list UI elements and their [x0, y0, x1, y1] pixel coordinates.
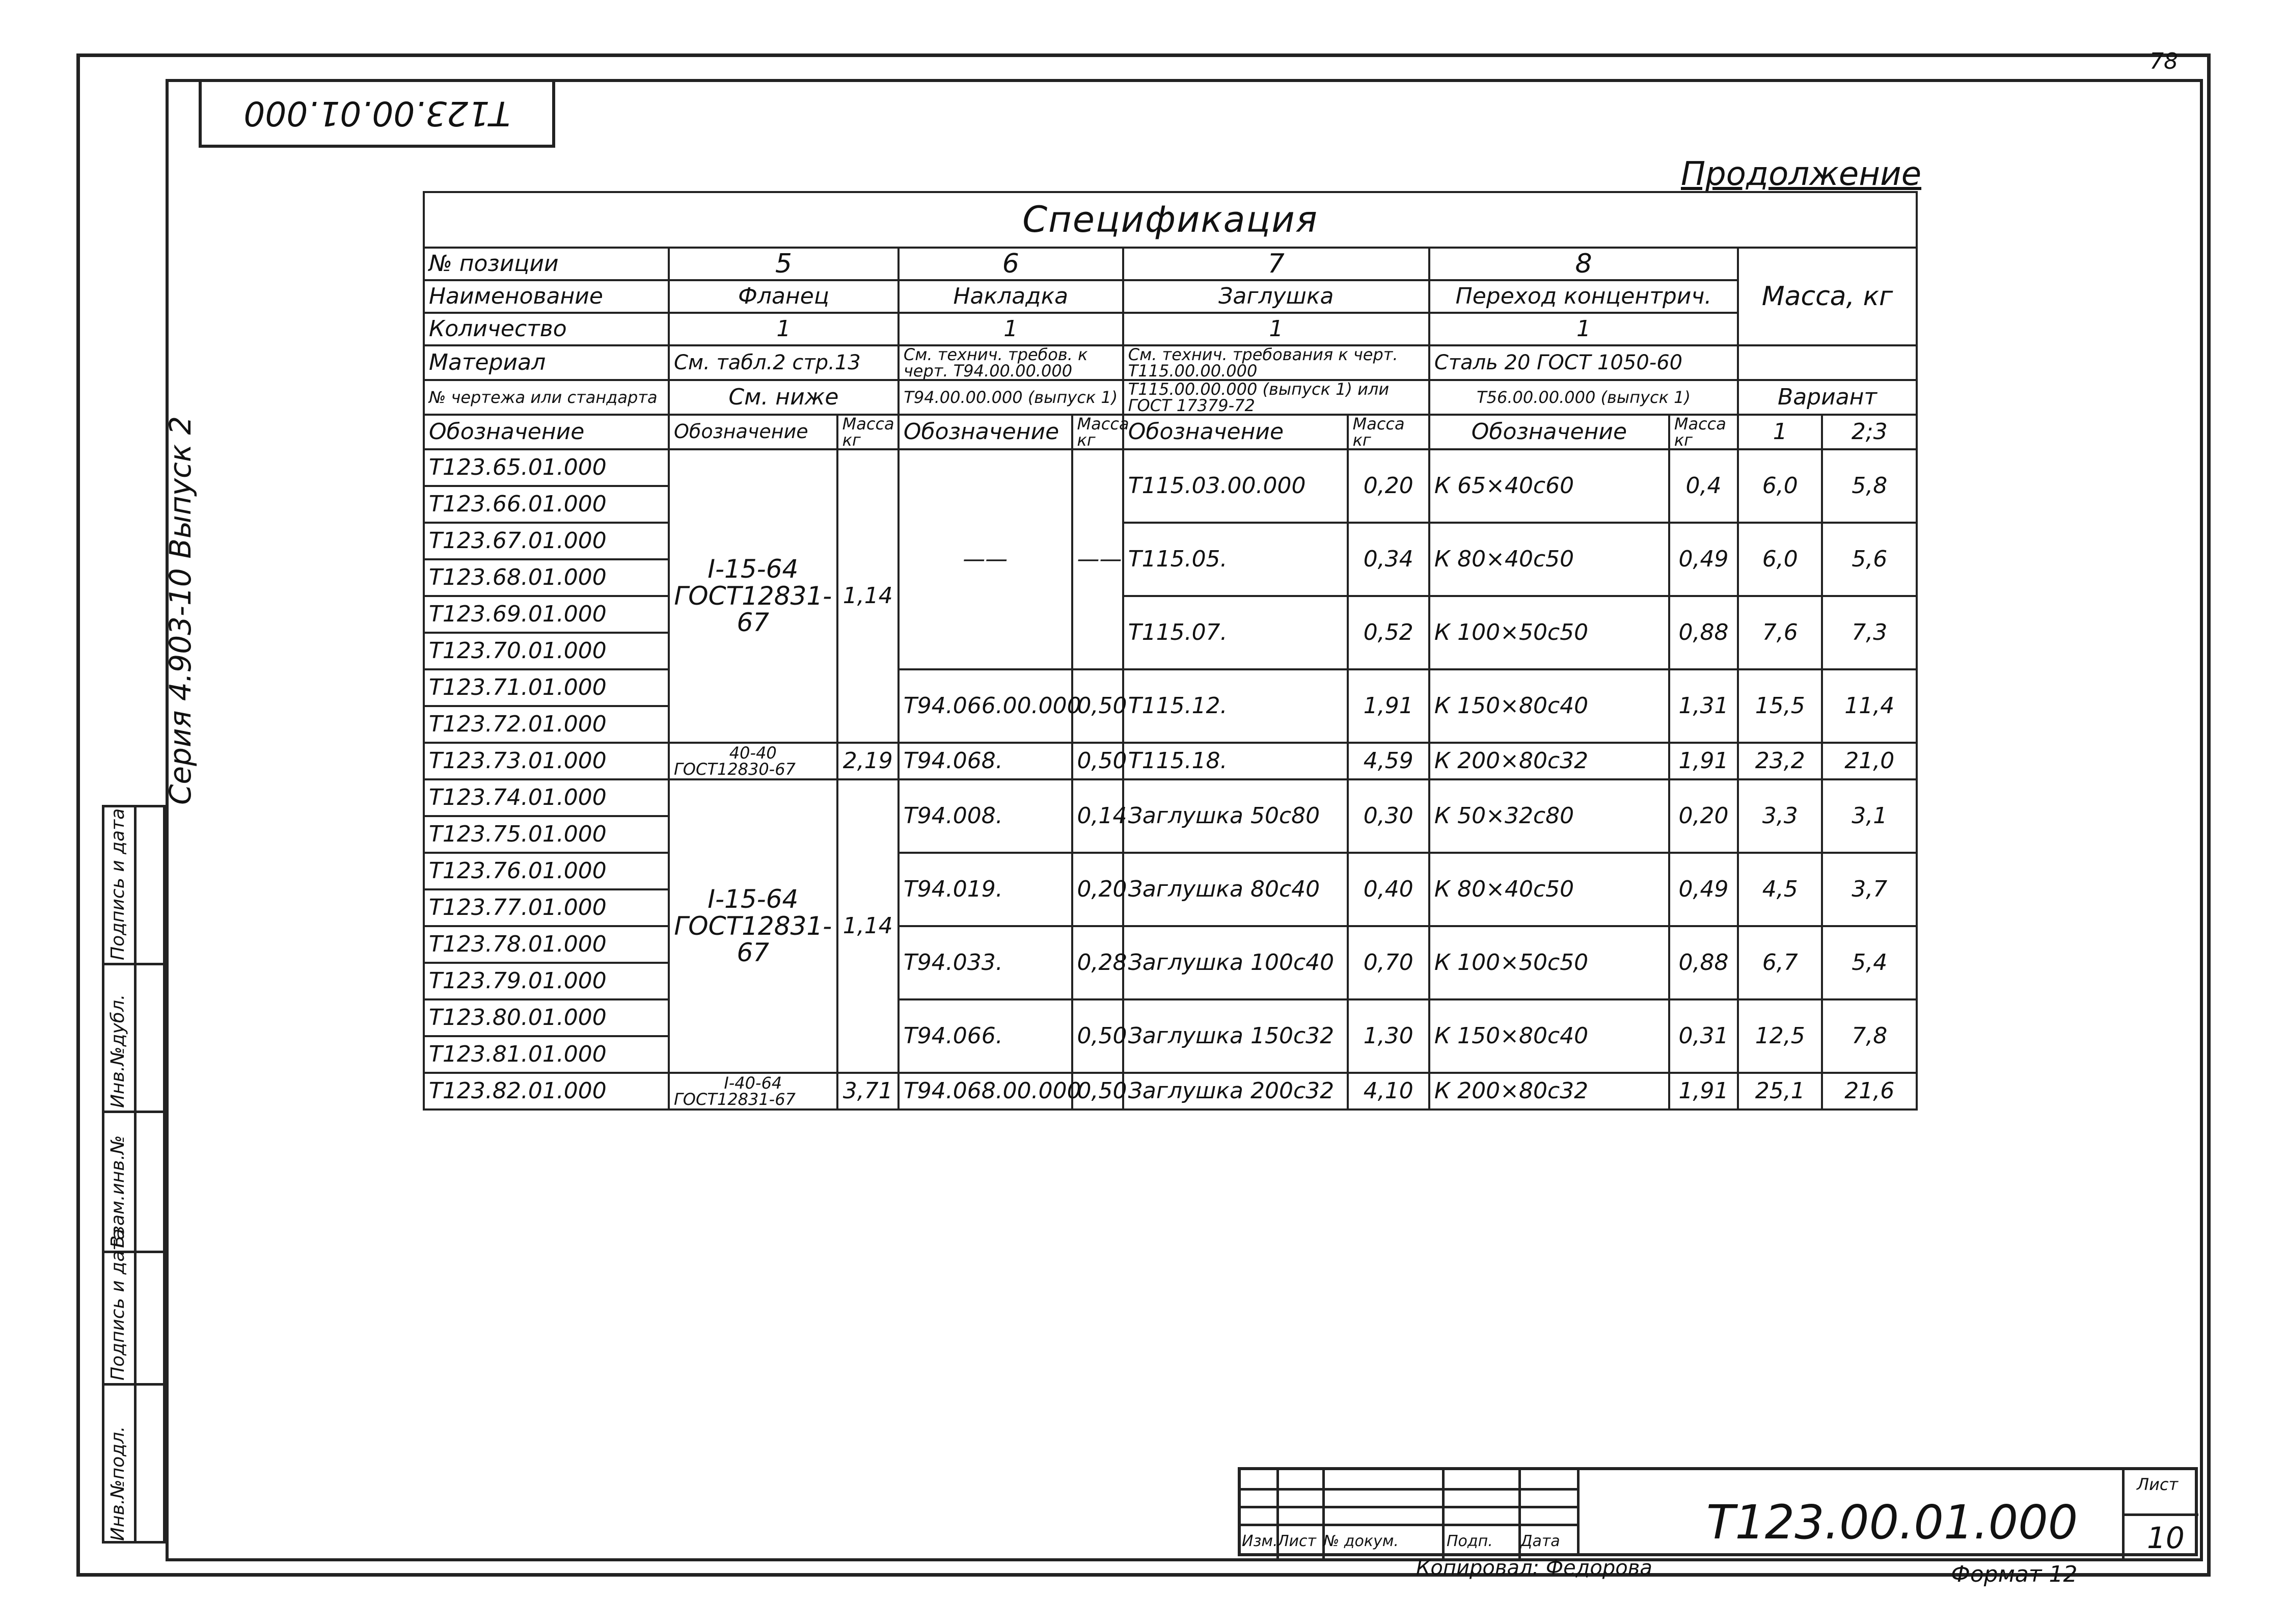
plate-dash: —— — [899, 449, 1072, 669]
drw-6: Т94.00.00.000 (выпуск 1) — [899, 380, 1123, 415]
flange-2-mass: 2,19 — [837, 743, 899, 779]
signature-strip — [102, 805, 166, 1544]
label-designation: Обозначение — [424, 415, 669, 449]
mass-v23: 21,0 — [1822, 743, 1917, 779]
drw-7: Т115.00.00.000 (выпуск 1) или ГОСТ 17379-72 — [1123, 380, 1429, 415]
row-designation: Т123.71.01.000 — [424, 669, 669, 706]
side-label-sign-date: Подпись и дата — [107, 808, 128, 960]
plug-mass: 4,59 — [1348, 743, 1429, 779]
reducer-des: К 150×80с40 — [1429, 999, 1669, 1073]
row-designation: Т123.75.01.000 — [424, 816, 669, 853]
col-date: Дата — [1520, 1532, 1560, 1550]
sub-mass-6: Масса кг — [1072, 415, 1123, 449]
sub-mass-7: Масса кг — [1348, 415, 1429, 449]
plug-des: Заглушка 80с40 — [1123, 853, 1348, 926]
plug-des: Заглушка 200с32 — [1123, 1073, 1348, 1109]
spec-title: Спецификация — [424, 192, 1917, 248]
sheet-label: Лист — [2137, 1475, 2179, 1494]
plate-mass: 0,50 — [1072, 743, 1123, 779]
row-designation: Т123.82.01.000 — [424, 1073, 669, 1109]
specification-table — [423, 191, 1918, 1111]
side-label-sign-date-2: Подпись и дата — [107, 1228, 128, 1381]
plate-mass: 0,28 — [1072, 926, 1123, 999]
name-plate: Накладка — [899, 280, 1123, 313]
qty-7: 1 — [1123, 313, 1429, 345]
name-plug: Заглушка — [1123, 280, 1429, 313]
mass-v1: 23,2 — [1738, 743, 1822, 779]
reducer-mass: 0,4 — [1669, 449, 1738, 523]
pos-7: 7 — [1123, 248, 1429, 280]
reducer-des: К 80×40с50 — [1429, 523, 1669, 596]
reducer-mass: 0,49 — [1669, 523, 1738, 596]
mass-v1: 6,7 — [1738, 926, 1822, 999]
plate-mass: 0,50 — [1072, 669, 1123, 743]
drw-5: См. ниже — [669, 380, 899, 415]
row-designation: Т123.78.01.000 — [424, 926, 669, 963]
col-rev: Изм. — [1242, 1532, 1278, 1550]
qty-5: 1 — [669, 313, 899, 345]
pos-5: 5 — [669, 248, 899, 280]
mass-v23: 5,8 — [1822, 449, 1917, 523]
reducer-des: К 200×80с32 — [1429, 743, 1669, 779]
reducer-mass: 0,88 — [1669, 926, 1738, 999]
plate-mass: 0,20 — [1072, 853, 1123, 926]
row-designation: Т123.66.01.000 — [424, 486, 669, 523]
name-flange: Фланец — [669, 280, 899, 313]
reducer-mass: 1,91 — [1669, 1073, 1738, 1109]
name-reducer: Переход концентрич. — [1429, 280, 1738, 313]
variant-23: 2;3 — [1822, 415, 1917, 449]
plate-des: Т94.066.00.000 — [899, 669, 1072, 743]
mass-v1: 12,5 — [1738, 999, 1822, 1073]
row-designation: Т123.80.01.000 — [424, 999, 669, 1036]
mat-6: См. технич. требов. к черт. Т94.00.00.000 — [899, 345, 1123, 380]
plate-des: Т94.066. — [899, 999, 1072, 1073]
mat-5: См. табл.2 стр.13 — [669, 345, 899, 380]
mat-7: См. технич. требования к черт. Т115.00.00.000 — [1123, 345, 1429, 380]
row-designation: Т123.81.01.000 — [424, 1036, 669, 1073]
col-docnum: № докум. — [1323, 1532, 1399, 1550]
sub-des-8: Обозначение — [1429, 415, 1669, 449]
flange-group-4 — [669, 1073, 837, 1109]
plate-des: Т94.068.00.000 — [899, 1073, 1072, 1109]
plate-des: Т94.068. — [899, 743, 1072, 779]
mass-v23: 5,4 — [1822, 926, 1917, 999]
flange-1-std: ГОСТ12831-67 — [674, 581, 832, 638]
mass-v23: 21,6 — [1822, 1073, 1917, 1109]
row-designation: Т123.65.01.000 — [424, 449, 669, 486]
sheet-number: 10 — [2147, 1521, 2185, 1555]
qty-6: 1 — [899, 313, 1123, 345]
drw-8: Т56.00.00.000 (выпуск 1) — [1429, 380, 1738, 415]
label-drawing: № чертежа или стандарта — [424, 380, 669, 415]
label-position: № позиции — [424, 248, 669, 280]
reducer-mass: 1,31 — [1669, 669, 1738, 743]
plug-mass: 4,10 — [1348, 1073, 1429, 1109]
col-sheet: Лист — [1277, 1532, 1317, 1550]
plate-mass: 0,50 — [1072, 999, 1123, 1073]
mass-v1: 4,5 — [1738, 853, 1822, 926]
plug-des: Т115.03.00.000 — [1123, 449, 1348, 523]
label-variant: Вариант — [1738, 380, 1917, 415]
pos-8: 8 — [1429, 248, 1738, 280]
label-name: Наименование — [424, 280, 669, 313]
label-material: Материал — [424, 345, 669, 380]
row-designation: Т123.72.01.000 — [424, 706, 669, 743]
flange-1-mass: 1,14 — [837, 449, 899, 743]
sub-des-7: Обозначение — [1123, 415, 1348, 449]
label-mass: Масса, кг — [1738, 248, 1917, 345]
flange-3-mass: 1,14 — [837, 779, 899, 1073]
plate-dash-mass: —— — [1072, 449, 1123, 669]
plate-des: Т94.008. — [899, 779, 1072, 853]
plug-des: Заглушка 150с32 — [1123, 999, 1348, 1073]
sub-mass-8: Масса кг — [1669, 415, 1738, 449]
reducer-mass: 0,88 — [1669, 596, 1738, 669]
flange-4-des: I-40-64 — [724, 1073, 782, 1093]
mass-v23: 5,6 — [1822, 523, 1917, 596]
flange-3-std: ГОСТ12831-67 — [674, 911, 832, 968]
plug-des: Т115.12. — [1123, 669, 1348, 743]
plate-mass: 0,50 — [1072, 1073, 1123, 1109]
plug-des: Заглушка 100с40 — [1123, 926, 1348, 999]
label-quantity: Количество — [424, 313, 669, 345]
row-designation: Т123.67.01.000 — [424, 523, 669, 559]
reducer-des: К 200×80с32 — [1429, 1073, 1669, 1109]
qty-8: 1 — [1429, 313, 1738, 345]
flange-2-std: ГОСТ12830-67 — [673, 760, 796, 779]
plug-mass: 0,20 — [1348, 449, 1429, 523]
row-designation: Т123.69.01.000 — [424, 596, 669, 633]
plate-des: Т94.033. — [899, 926, 1072, 999]
continuation-label: Продолжение — [1681, 155, 1922, 193]
reducer-des: К 80×40с50 — [1429, 853, 1669, 926]
flange-4-mass: 3,71 — [837, 1073, 899, 1109]
sub-mass-5: Масса кг — [837, 415, 899, 449]
series-label: Серия 4.903-10 Выпуск 2 — [163, 416, 198, 805]
plug-mass: 1,91 — [1348, 669, 1429, 743]
mass-v23: 11,4 — [1822, 669, 1917, 743]
reducer-des: К 100×50с50 — [1429, 596, 1669, 669]
mass-v1: 6,0 — [1738, 449, 1822, 523]
rotated-stamp: T123.00.01.000 — [199, 79, 555, 148]
flange-group-3 — [669, 779, 837, 1073]
row-designation: Т123.79.01.000 — [424, 963, 669, 999]
plate-mass: 0,14 — [1072, 779, 1123, 853]
flange-4-std: ГОСТ12831-67 — [673, 1090, 796, 1109]
plug-des: Т115.05. — [1123, 523, 1348, 596]
mass-v1: 3,3 — [1738, 779, 1822, 853]
plug-des: Т115.07. — [1123, 596, 1348, 669]
mass-v1: 7,6 — [1738, 596, 1822, 669]
mass-v23: 3,1 — [1822, 779, 1917, 853]
plug-des: Т115.18. — [1123, 743, 1348, 779]
mass-v23: 3,7 — [1822, 853, 1917, 926]
flange-group-2 — [669, 743, 837, 779]
page-corner-number: 78 — [2149, 48, 2178, 74]
row-designation: Т123.73.01.000 — [424, 743, 669, 779]
mass-v1: 25,1 — [1738, 1073, 1822, 1109]
flange-1-des: I-15-64 — [707, 554, 799, 584]
mat-8: Сталь 20 ГОСТ 1050-60 — [1429, 345, 1738, 380]
row-designation: Т123.77.01.000 — [424, 889, 669, 926]
plug-mass: 0,34 — [1348, 523, 1429, 596]
reducer-des: К 65×40с60 — [1429, 449, 1669, 523]
row-designation: Т123.76.01.000 — [424, 853, 669, 889]
mass-v1: 6,0 — [1738, 523, 1822, 596]
reducer-mass: 0,31 — [1669, 999, 1738, 1073]
copied-by: Копировал: Федорова — [1416, 1556, 1652, 1580]
row-designation: Т123.68.01.000 — [424, 559, 669, 596]
mass-v1: 15,5 — [1738, 669, 1822, 743]
format-label: Формат 12 — [1951, 1561, 2078, 1587]
plug-mass: 0,30 — [1348, 779, 1429, 853]
col-sign: Подп. — [1447, 1532, 1493, 1550]
variant-1: 1 — [1738, 415, 1822, 449]
plug-mass: 0,40 — [1348, 853, 1429, 926]
reducer-mass: 0,20 — [1669, 779, 1738, 853]
reducer-des: К 100×50с50 — [1429, 926, 1669, 999]
flange-2-des: 40-40 — [729, 743, 777, 763]
pos-6: 6 — [899, 248, 1123, 280]
sub-des-5: Обозначение — [669, 415, 837, 449]
plate-des: Т94.019. — [899, 853, 1072, 926]
document-code: Т123.00.01.000 — [1706, 1495, 2078, 1550]
row-designation: Т123.70.01.000 — [424, 633, 669, 669]
flange-group-1 — [669, 449, 837, 743]
mass-v23: 7,8 — [1822, 999, 1917, 1073]
plug-mass: 1,30 — [1348, 999, 1429, 1073]
plug-mass: 0,52 — [1348, 596, 1429, 669]
side-label-dup-inv: Инв.№дубл. — [107, 994, 128, 1108]
reducer-mass: 0,49 — [1669, 853, 1738, 926]
reducer-mass: 1,91 — [1669, 743, 1738, 779]
flange-3-des: I-15-64 — [707, 884, 799, 914]
reducer-des: К 50×32с80 — [1429, 779, 1669, 853]
sub-des-6: Обозначение — [899, 415, 1072, 449]
plug-des: Заглушка 50с80 — [1123, 779, 1348, 853]
row-designation: Т123.74.01.000 — [424, 779, 669, 816]
reducer-des: К 150×80с40 — [1429, 669, 1669, 743]
mass-v23: 7,3 — [1822, 596, 1917, 669]
side-label-orig-inv: Инв.№подл. — [107, 1426, 128, 1541]
plug-mass: 0,70 — [1348, 926, 1429, 999]
side-label-replace-inv: Взам.инв.№ — [107, 1135, 128, 1248]
